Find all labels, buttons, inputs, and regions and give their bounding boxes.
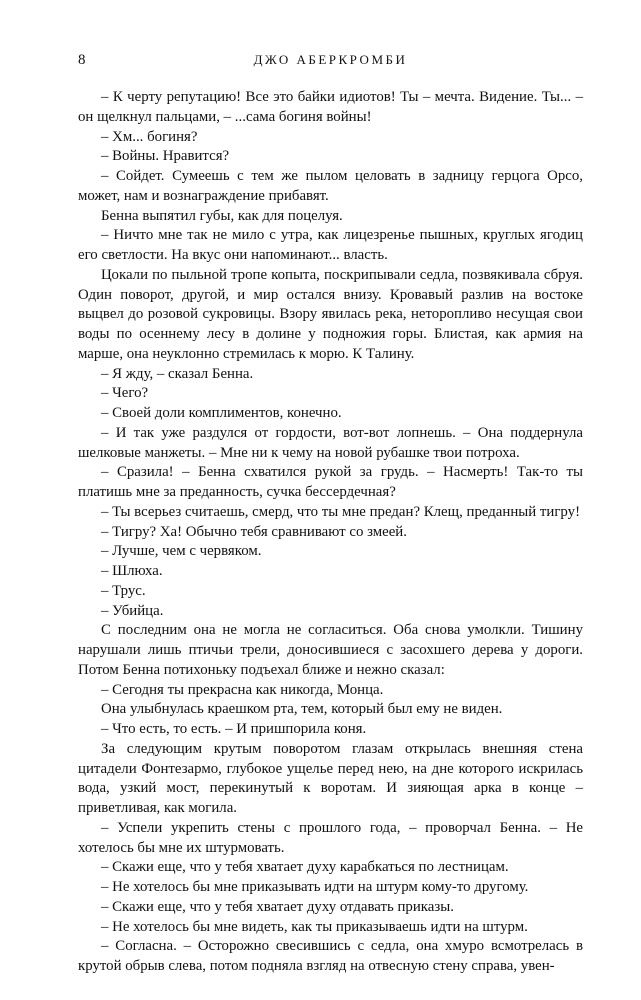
paragraph: – Своей доли комплиментов, конечно.: [101, 405, 342, 421]
paragraph: – Убийца.: [101, 602, 164, 619]
paragraph: – Сегодня ты прекрасна как никогда, Монца.: [101, 681, 384, 698]
page-number: 8: [78, 52, 86, 68]
paragraph: – Успели укрепить стены с прошлого года, – проворчал Бенна. – Не хотелось бы мне их штурмовать.: [78, 819, 583, 856]
paragraph: – Трус.: [101, 582, 146, 599]
paragraph: Она улыбнулась краешком рта, тем, который был ему не виден.: [101, 701, 503, 718]
body-text: [78, 88, 583, 977]
paragraph: – Скажи еще, что у тебя хватает духу отдавать приказы.: [101, 898, 454, 915]
paragraph: Цокали по пыльной тропе копыта, поскрипывали седла, позвякивала сбруя. Один поворот, другой, и мир остался внизу. Кровавый разлив на востоке выцвел до розовой сукровицы. Взору явилась река, неторопливо несущая свои воды по осеннему лесу в долине у подножия горы. Блистая, как армия на марше, она неуклонно стремилась к морю. К Талину.: [78, 266, 583, 362]
paragraph: – Ничто мне так не мило с утра, как лицезренье пышных, круглых ягодиц его светлости. На вкус они напоминают... власть.: [78, 227, 583, 263]
paragraph: – Шлюха.: [101, 563, 163, 579]
paragraph: – Что есть, то есть. – И пришпорила коня.: [101, 721, 367, 737]
paragraph: – Скажи еще, что у тебя хватает духу карабкаться по лестницам.: [101, 859, 509, 876]
paragraph: – Ты всерьез считаешь, смерд, что ты мне предан? Клещ, преданный тигру!: [101, 503, 581, 520]
paragraph: – Сойдет. Сумеешь с тем же пылом целовать в задницу герцога Орсо, может, нам и вознаграждение прибавят.: [78, 168, 583, 204]
paragraph: – Войны. Нравится?: [101, 148, 230, 165]
running-title: ДЖО АБЕРКРОМБИ: [253, 52, 408, 67]
paragraph: – Тигру? Ха! Обычно тебя сравнивают со змеей.: [101, 523, 407, 540]
paragraph: – Лучше, чем с червяком.: [101, 543, 262, 560]
paragraph: – Не хотелось бы мне видеть, как ты приказываешь идти на штурм.: [101, 918, 528, 935]
paragraph: Бенна выпятил губы, как для поцелуя.: [101, 207, 343, 224]
paragraph: – Не хотелось бы мне приказывать идти на штурм кому-то другому.: [101, 879, 529, 895]
paragraph: За следующим крутым поворотом глазам открылась внешняя стена цитадели Фонтезармо, глубокое ущелье перед нею, на дне которого искрилась вода, узкий мост, перекинутый к воротам. И зияющая арка в конце – приветливая, как могила.: [78, 740, 583, 816]
paragraph: – И так уже раздулся от гордости, вот-вот лопнешь. – Она поддернула шелковые манжеты. – Мне ни к чему на новой рубашке твои потроха.: [78, 424, 583, 461]
paragraph: – К черту репутацию! Все это байки идиотов! Ты – мечта. Видение. Ты... – он щелкнул пальцами, – ...сама богиня войны!: [78, 89, 583, 125]
paragraph: – Согласна. – Осторожно свесившись с седла, она хмуро всмотрелась в крутой обрыв слева, потом подняла взгляд на отвесную стену справа, увен-: [78, 938, 583, 974]
paragraph: – Я жду, – сказал Бенна.: [101, 365, 254, 382]
paragraph: С последним она не могла не согласиться. Оба снова умолкли. Тишину нарушали лишь птичьи трели, доносившиеся с засохшего дерева у дороги. Потом Бенна потихоньку подъехал ближе и нежно сказал:: [78, 622, 583, 678]
paragraph: – Чего?: [101, 385, 149, 402]
paragraph: – Сразила! – Бенна схватился рукой за грудь. – Насмерть! Так-то ты платишь мне за преданность, сучка бессердечная?: [78, 464, 583, 500]
paragraph: – Хм... богиня?: [101, 128, 198, 145]
page-header: [78, 52, 583, 72]
